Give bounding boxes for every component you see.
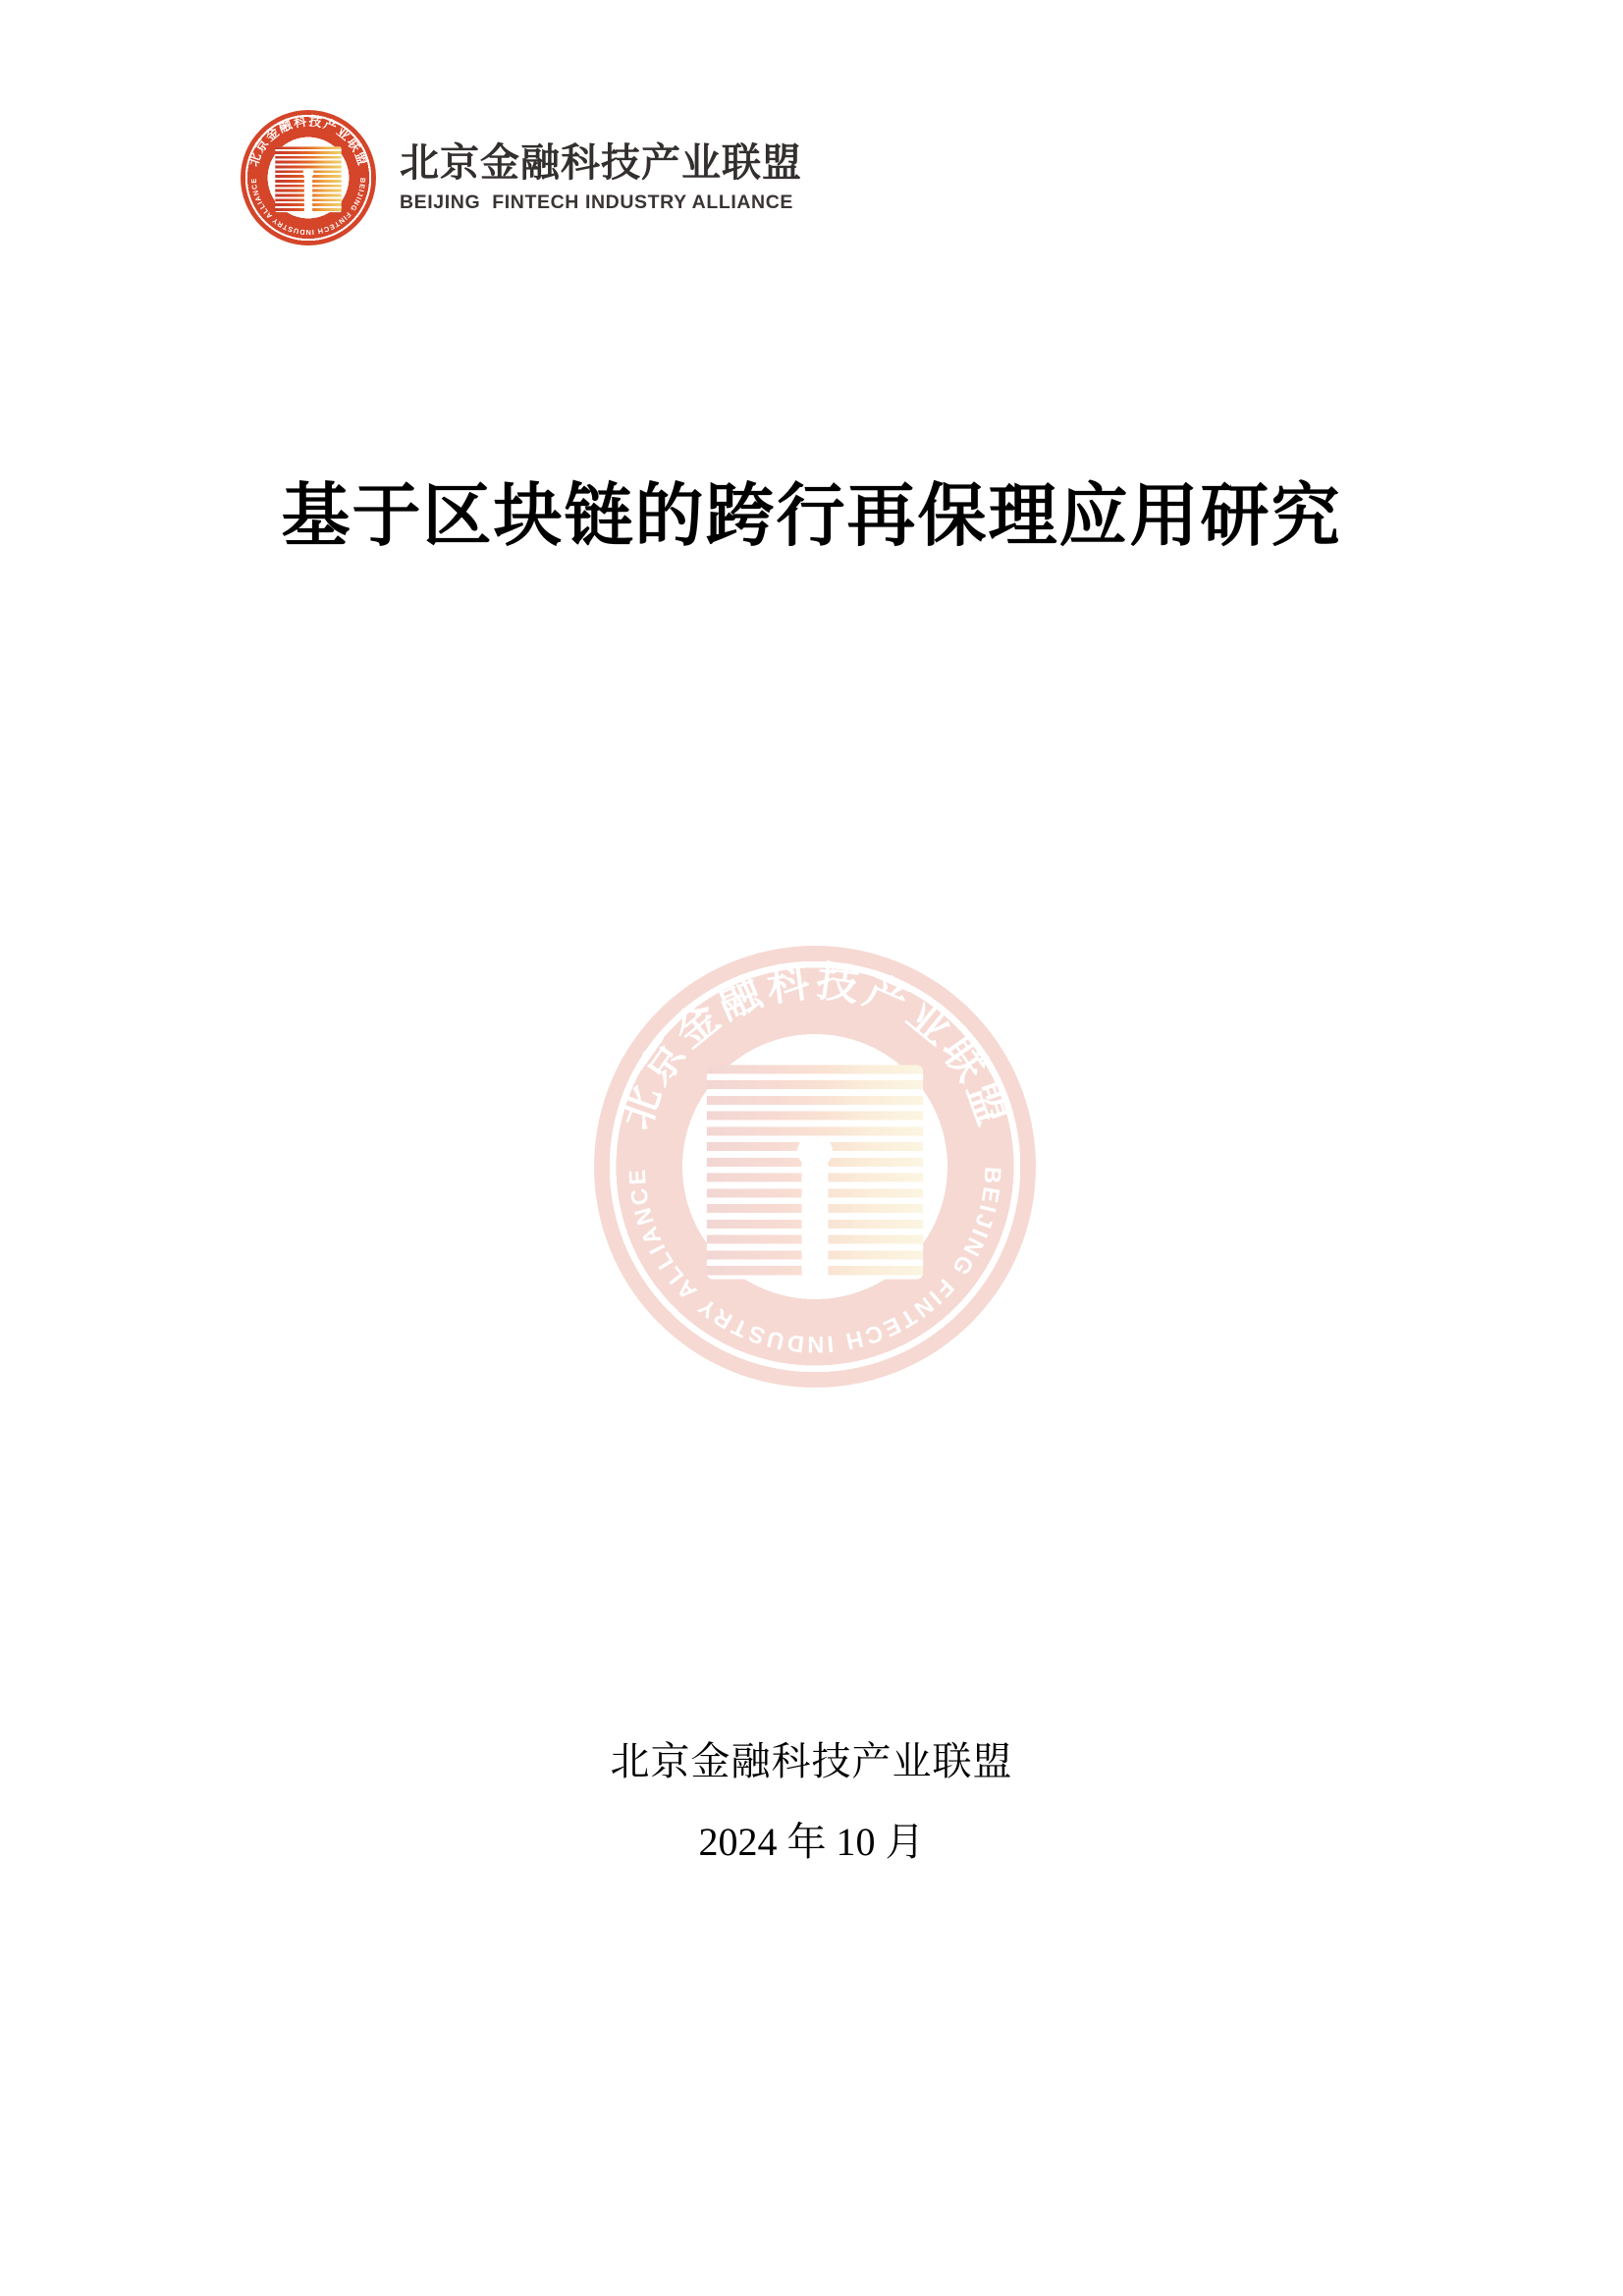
seal-text-cn: 北京金融科技产业联盟 (245, 113, 371, 169)
watermark-person-head (797, 1136, 833, 1168)
publish-date: 2024 年 10 月 (698, 1820, 925, 1864)
seal-ring-text (241, 110, 376, 246)
seal-text-en: BEIJING FINTECH INDUSTRY ALLIANCE (248, 177, 368, 238)
svg-text:BEIJING FINTECH INDUSTRY ALLIA (249, 178, 367, 237)
watermark-bars-figure (707, 1066, 924, 1280)
watermark-seal-icon (594, 946, 1036, 1388)
alliance-logo (241, 110, 802, 246)
watermark-ring-disc (594, 946, 1036, 1388)
watermark-person-body (802, 1163, 829, 1291)
svg-text:北京金融科技产业联盟 (245, 112, 371, 168)
logo-wordmark (400, 141, 802, 214)
alliance-seal-icon (241, 110, 376, 246)
logo-name-en: BEIJING FINTECH INDUSTRY ALLIANCE (400, 191, 794, 213)
watermark-emblem (594, 946, 1036, 1388)
watermark-ring-text (594, 946, 1036, 1388)
logo-name-cn: 北京金融科技产业联盟 (400, 141, 802, 185)
report-title: 基于区块链的跨行再保理应用研究 (281, 477, 1342, 554)
watermark-text-en: BEIJING FINTECH INDUSTRY ALLIANCE (624, 1166, 1005, 1357)
seal-emblem (241, 110, 376, 246)
watermark-text-cn: 北京金融科技产业联盟 (612, 957, 1018, 1135)
svg-text:BEIJING FINTECH INDUSTRY ALLIA (625, 1166, 1005, 1356)
svg-text:北京金融科技产业联盟 (612, 957, 1018, 1134)
publisher-name: 北京金融科技产业联盟 (610, 1740, 1013, 1783)
